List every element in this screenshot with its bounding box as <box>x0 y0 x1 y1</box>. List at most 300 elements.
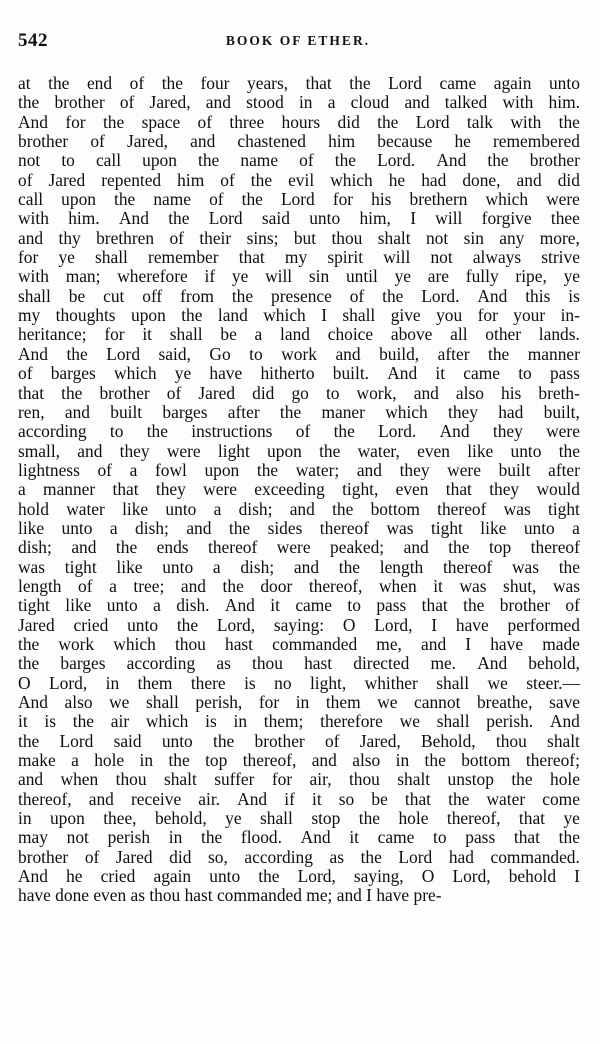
word: pass <box>376 595 407 616</box>
word: that <box>513 827 540 848</box>
word: light, <box>309 672 347 693</box>
text-line <box>18 325 580 344</box>
word: ye <box>231 266 249 287</box>
word: work <box>281 343 317 364</box>
word: of <box>349 285 365 306</box>
text-line <box>18 616 580 635</box>
word: unto <box>106 595 138 616</box>
word: commanded. <box>490 846 580 867</box>
word: it <box>349 827 359 848</box>
word: we <box>109 692 130 712</box>
word: tight <box>64 556 97 577</box>
word: he <box>388 169 406 190</box>
word: is <box>205 711 217 732</box>
word: thou <box>348 769 380 790</box>
word: the <box>558 827 580 848</box>
text-line <box>18 113 580 132</box>
word: the <box>448 788 470 809</box>
word: after <box>548 459 580 480</box>
word: it <box>270 595 280 616</box>
word: also <box>64 692 93 712</box>
word: like <box>122 498 149 519</box>
word: unto <box>510 440 542 461</box>
word: And <box>300 827 331 848</box>
word: evil <box>288 169 315 190</box>
word: were <box>166 440 201 461</box>
word: built, <box>543 401 580 422</box>
word: unto <box>523 517 555 538</box>
word: so, <box>207 846 228 867</box>
word: not <box>425 227 449 248</box>
word: are <box>427 266 450 287</box>
word: unto <box>61 517 93 538</box>
word: behold <box>508 866 557 887</box>
word: it <box>435 363 446 384</box>
word: even <box>395 479 429 500</box>
word: is <box>568 285 580 306</box>
word: that <box>445 479 472 500</box>
word: thereof <box>442 556 493 577</box>
word: had <box>421 169 447 190</box>
word: if <box>204 266 216 287</box>
word: dish; <box>240 556 275 577</box>
word: hole <box>398 808 429 829</box>
word: and <box>335 343 361 364</box>
word: of <box>299 150 314 171</box>
word: save <box>549 692 580 712</box>
word: of <box>220 169 235 190</box>
word: Jared, <box>126 131 169 152</box>
word: the <box>18 92 40 113</box>
word: and <box>293 556 320 577</box>
word: which <box>385 401 428 422</box>
word: breathe, <box>476 692 533 712</box>
word: thereof; <box>525 750 580 771</box>
word: would <box>536 479 580 500</box>
word: the <box>448 537 470 558</box>
word: they <box>492 421 523 442</box>
word: for <box>104 324 125 345</box>
word: behold, <box>528 653 580 674</box>
word: and <box>180 575 206 596</box>
word: remember <box>148 247 219 268</box>
word: we <box>377 692 398 712</box>
text-line <box>18 712 580 731</box>
word: them <box>137 672 173 693</box>
word: of <box>166 382 182 403</box>
word: sin <box>308 266 330 287</box>
word: strive <box>541 247 580 268</box>
word: remembered <box>493 131 580 152</box>
word: water <box>66 498 105 519</box>
word: thereof <box>530 537 580 558</box>
word: the <box>511 769 533 790</box>
word: a <box>254 324 263 345</box>
word: the <box>200 827 223 848</box>
word: did <box>169 846 192 867</box>
word: a <box>212 556 221 577</box>
word: for <box>477 305 498 326</box>
word: built <box>498 459 531 480</box>
word: to <box>109 421 124 442</box>
word: bottom <box>461 750 511 771</box>
word: made <box>542 633 580 654</box>
word: not <box>430 247 453 268</box>
word: shall <box>342 305 376 326</box>
word: ends <box>156 537 189 558</box>
word: ye <box>563 266 580 287</box>
word: make <box>18 750 56 771</box>
text-line <box>18 229 580 248</box>
word: shalt <box>397 769 431 790</box>
word: Lord. <box>378 421 417 442</box>
word: water <box>486 788 526 809</box>
word: brother <box>18 846 69 867</box>
word: cut <box>103 285 125 306</box>
text-line <box>18 306 580 325</box>
word: brother <box>254 730 305 751</box>
word: Lord, <box>452 866 491 887</box>
word: end <box>86 73 113 93</box>
word: again <box>153 866 192 887</box>
word: the <box>488 343 510 364</box>
word: fully <box>465 266 499 287</box>
word: lands. <box>538 324 580 345</box>
word: even <box>417 440 450 461</box>
word: of <box>119 92 135 113</box>
text-line <box>18 190 580 209</box>
word: will <box>265 266 293 287</box>
word: unto <box>548 73 580 93</box>
word: air, <box>309 769 332 790</box>
word: thou <box>174 633 206 654</box>
word: I <box>410 208 416 229</box>
word: all <box>450 324 468 345</box>
text-line <box>18 596 580 615</box>
word: you <box>436 305 463 326</box>
word: perish <box>107 827 151 848</box>
word: unto <box>165 498 197 519</box>
running-head-title: BOOK OF ETHER. <box>225 33 371 48</box>
word: And <box>477 653 508 674</box>
word: and <box>71 537 97 558</box>
word: not <box>18 150 41 171</box>
word: they <box>155 479 186 500</box>
word: And <box>237 788 268 809</box>
word: spirit <box>327 247 364 268</box>
word: saying: <box>273 614 325 635</box>
text-line <box>18 519 580 538</box>
word: Lord, <box>297 866 336 887</box>
word: was <box>386 517 414 538</box>
word: have <box>490 633 524 654</box>
text-line <box>18 267 580 286</box>
word: upon <box>61 189 96 210</box>
word: of <box>565 595 580 616</box>
word: the <box>377 111 399 132</box>
text-line <box>18 74 580 93</box>
word: it <box>18 711 28 732</box>
word: name <box>153 189 191 210</box>
word: ye <box>225 808 242 829</box>
word: the <box>487 150 509 171</box>
word: work, <box>356 382 397 403</box>
word: Behold, <box>421 730 476 751</box>
word: the <box>333 421 355 442</box>
word: thereof <box>208 537 258 558</box>
word: unto <box>209 866 241 887</box>
word: like <box>116 556 143 577</box>
text-line <box>18 93 580 112</box>
word: he <box>66 866 83 887</box>
page-number: 542 <box>18 30 48 51</box>
text-line <box>18 132 580 151</box>
word: Lord. <box>421 285 460 306</box>
word: they <box>489 479 520 500</box>
word: my <box>18 305 41 326</box>
word: talk <box>466 111 493 132</box>
word: shall <box>436 672 470 693</box>
word: brethern <box>409 189 468 210</box>
word: to <box>433 827 447 848</box>
word: be <box>371 788 388 809</box>
word: that <box>18 382 45 403</box>
word: a <box>18 479 26 500</box>
word: thereof <box>437 498 487 519</box>
word: shut, <box>503 575 537 596</box>
word: but <box>293 227 317 248</box>
text-line <box>18 558 580 577</box>
word: like <box>18 517 45 538</box>
word: ren, <box>18 401 45 422</box>
word: me. <box>430 653 457 674</box>
text-line <box>18 674 580 693</box>
word: unto <box>309 208 341 229</box>
word: we <box>399 711 420 732</box>
text-line <box>18 364 580 383</box>
body-text <box>18 74 580 906</box>
word: and <box>64 401 90 422</box>
word: tight <box>547 498 580 519</box>
word: brethren <box>96 227 155 248</box>
word: of <box>324 730 340 751</box>
word: were <box>447 459 481 480</box>
word: me, <box>376 633 402 654</box>
word: was <box>459 575 487 596</box>
word: of <box>84 846 100 867</box>
text-line <box>18 480 580 499</box>
word: go <box>291 382 309 403</box>
word: Lord <box>398 846 433 867</box>
word: the <box>382 285 404 306</box>
word: there <box>190 672 226 693</box>
text-line <box>18 770 580 789</box>
text-line <box>18 809 580 828</box>
word: after <box>437 343 470 364</box>
text-line <box>18 287 580 306</box>
word: if <box>284 788 295 809</box>
word: the <box>241 189 263 210</box>
word: he <box>454 131 471 152</box>
word: said <box>113 730 142 751</box>
word: did <box>252 382 275 403</box>
word: of <box>18 363 33 384</box>
word: a <box>572 517 580 538</box>
word: Jared <box>198 382 236 403</box>
word: the <box>18 633 40 654</box>
word: him, <box>359 208 391 229</box>
word: air <box>110 711 130 732</box>
word: and <box>190 131 216 152</box>
word: with <box>502 92 534 113</box>
text-line <box>18 654 580 673</box>
word: were <box>276 537 311 558</box>
word: Jared, <box>149 92 191 113</box>
word: the <box>48 73 70 93</box>
word: years, <box>247 73 289 93</box>
word: sin <box>463 227 484 248</box>
word: said <box>261 208 290 229</box>
word: the <box>18 653 40 674</box>
word: of <box>295 421 311 442</box>
word: and <box>516 169 542 190</box>
word: the <box>161 73 183 93</box>
word: and <box>88 788 114 809</box>
word: and <box>403 537 429 558</box>
text-line <box>18 790 580 809</box>
word: after <box>227 401 260 422</box>
word: for <box>258 692 280 712</box>
word: it <box>311 788 322 809</box>
word: hast <box>304 653 333 674</box>
word: the <box>181 305 203 326</box>
word: him <box>177 169 205 190</box>
word: land <box>217 305 248 326</box>
word: and <box>413 382 439 403</box>
word: always <box>472 247 522 268</box>
word: perish, <box>195 692 243 712</box>
word: upon <box>142 150 177 171</box>
word: performed <box>507 614 580 635</box>
word: of <box>209 189 224 210</box>
word: any <box>499 227 525 248</box>
word: built. <box>332 363 369 384</box>
word: were <box>203 479 237 500</box>
word: a <box>109 575 117 596</box>
word: whither <box>364 672 418 693</box>
word: and <box>18 769 44 790</box>
word: have <box>209 363 243 384</box>
word: hold <box>18 498 49 519</box>
word: thereof, <box>308 575 363 596</box>
word: did <box>337 111 360 132</box>
word: when <box>378 575 417 596</box>
word: and <box>186 517 212 538</box>
word: I <box>321 305 327 326</box>
word: ye <box>58 247 75 268</box>
word: And <box>18 111 48 132</box>
word: the <box>250 169 273 190</box>
word: and <box>205 92 231 113</box>
word: not <box>66 827 89 848</box>
word: manner <box>43 479 96 500</box>
word: upon <box>267 440 302 461</box>
word: peaked; <box>330 537 385 558</box>
text-line <box>18 171 580 190</box>
word: shall <box>95 247 128 268</box>
word: dish. <box>176 595 210 616</box>
word: barges <box>50 363 96 384</box>
word: therefore <box>320 711 383 732</box>
word: suffer <box>214 769 255 790</box>
word: as <box>216 653 231 674</box>
word: Jared <box>48 169 86 190</box>
word: And <box>118 208 149 229</box>
word: flood. <box>240 827 282 848</box>
word: And <box>18 866 48 887</box>
word: in <box>233 711 248 732</box>
word: dish; <box>238 498 273 519</box>
word: his <box>501 382 522 403</box>
word: brother <box>499 595 551 616</box>
word: And <box>224 595 255 616</box>
word: And <box>549 711 580 732</box>
word: perish. <box>486 711 534 732</box>
word: more, <box>539 227 580 248</box>
word: thereof, <box>242 750 297 771</box>
word: off <box>142 285 163 306</box>
word: cloud <box>350 92 390 113</box>
word: And <box>436 150 467 171</box>
word: ye <box>563 808 580 829</box>
word: in <box>295 692 310 712</box>
word: Lord, <box>374 614 413 635</box>
word: with <box>18 266 49 287</box>
word: barges <box>60 653 106 674</box>
word: according <box>126 653 196 674</box>
word: in <box>139 750 154 771</box>
word: upon <box>131 305 166 326</box>
word: ye <box>394 266 412 287</box>
word: the <box>222 575 244 596</box>
word: I <box>431 614 438 635</box>
word: directed <box>353 653 410 674</box>
word: thoughts <box>55 305 116 326</box>
word: hours <box>281 111 321 132</box>
word: land <box>280 324 310 345</box>
word: maner <box>321 401 365 422</box>
text-line <box>18 693 580 712</box>
word: four <box>200 73 230 93</box>
word: is <box>244 672 256 693</box>
word: may <box>18 827 48 848</box>
word: give <box>390 305 421 326</box>
text-line <box>18 461 580 480</box>
word: they <box>119 440 150 461</box>
word: shall <box>169 324 203 345</box>
text-line <box>18 828 580 847</box>
word: O <box>421 866 435 887</box>
word: And <box>387 363 418 384</box>
word: commanded <box>272 633 358 654</box>
word: also <box>455 382 484 403</box>
word: the <box>424 750 446 771</box>
word: hole <box>550 769 580 790</box>
word: length <box>379 556 424 577</box>
word: the <box>558 440 580 461</box>
word: according <box>244 846 313 867</box>
word: light <box>217 440 250 461</box>
